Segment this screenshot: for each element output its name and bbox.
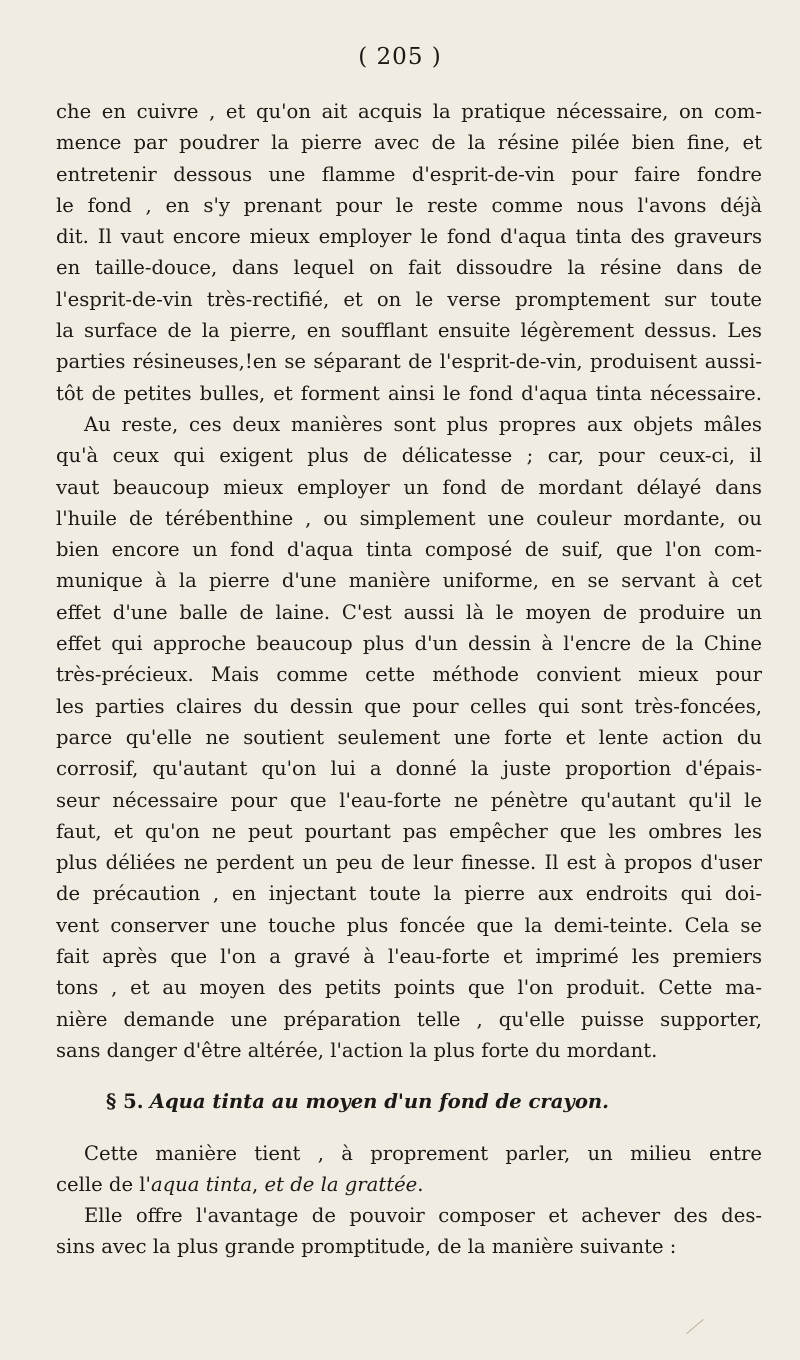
text-line: l'huile de térébenthine , ou simplement une couleur mordante, ou bbox=[56, 506, 762, 530]
text-line: bien encore un fond d'aqua tinta composé de suif, que l'on com- bbox=[56, 538, 762, 562]
text-line: la surface de la pierre, en soufflant ensuite légèrement dessus. Les bbox=[56, 319, 762, 343]
paragraph-2 bbox=[56, 409, 762, 1066]
text-line: les parties claires du dessin que pour celles qui sont très-foncées, bbox=[56, 694, 762, 718]
text-line: sans danger d'être altérée, l'action la plus forte du mordant. bbox=[56, 1038, 658, 1062]
page-body bbox=[56, 96, 762, 1263]
section-spacer bbox=[56, 1118, 762, 1138]
text-line: l'esprit-de-vin très-rectifié, et on le verse promptement sur toute bbox=[56, 287, 762, 311]
text-line: de précaution , en injectant toute la pierre aux endroits qui doi- bbox=[56, 882, 762, 906]
text-run: celle de l' bbox=[56, 1172, 151, 1196]
text-line: effet d'une balle de laine. C'est aussi là le moyen de produire un bbox=[56, 600, 762, 624]
text-line: le fond , en s'y prenant pour le reste comme nous l'avons déjà bbox=[56, 193, 762, 217]
text-line: très-précieux. Mais comme cette méthode convient mieux pour bbox=[56, 663, 762, 687]
text-line: fait après que l'on a gravé à l'eau-forte et imprimé les premiers bbox=[56, 945, 762, 969]
text-line: sins avec la plus grande promptitude, de la manière suivante : bbox=[56, 1235, 677, 1259]
text-line: parties résineuses,!en se séparant de l'esprit-de-vin, produisent aussi- bbox=[56, 350, 762, 374]
text-run: , bbox=[252, 1172, 265, 1196]
text-line: entretenir dessous une flamme d'esprit-de-vin pour faire fondre bbox=[56, 162, 762, 186]
section-heading bbox=[56, 1086, 762, 1117]
paragraph-4 bbox=[56, 1200, 762, 1263]
text-line: vent conserver une touche plus foncée que la demi-teinte. Cela se bbox=[56, 913, 762, 937]
italic-term: aqua tinta bbox=[150, 1172, 253, 1196]
paper-mark bbox=[686, 1319, 703, 1334]
text-line: plus déliées ne perdent un peu de leur finesse. Il est à propos d'user bbox=[56, 851, 762, 875]
text-line: faut, et qu'on ne peut pourtant pas empêcher que les ombres les bbox=[56, 819, 762, 843]
text-line: Elle offre l'avantage de pouvoir composer et achever des des- bbox=[84, 1204, 762, 1228]
text-line: munique à la pierre d'une manière uniforme, en se servant à cet bbox=[56, 569, 762, 593]
text-line: seur nécessaire pour que l'eau-forte ne pénètre qu'autant qu'il le bbox=[56, 788, 762, 812]
text-line: Cette manière tient , à proprement parler, un milieu entre bbox=[84, 1141, 762, 1165]
text-line: qu'à ceux qui exigent plus de délicatesse ; car, pour ceux-ci, il bbox=[56, 444, 762, 468]
text-line: tôt de petites bulles, et forment ainsi le fond d'aqua tinta nécessaire. bbox=[56, 381, 762, 405]
text-line: mence par poudrer la pierre avec de la résine pilée bien fine, et bbox=[56, 131, 762, 155]
text-run: . bbox=[417, 1172, 424, 1196]
paragraph-1 bbox=[56, 96, 762, 409]
text-line: tons , et au moyen des petits points que l'on produit. Cette ma- bbox=[56, 976, 762, 1000]
page-number: ( 205 ) bbox=[358, 44, 442, 70]
text-line: parce qu'elle ne soutient seulement une forte et lente action du bbox=[56, 725, 762, 749]
text-line: dit. Il vaut encore mieux employer le fond d'aqua tinta des graveurs bbox=[56, 225, 762, 249]
section-spacer bbox=[56, 1066, 762, 1086]
text-line: en taille-douce, dans lequel on fait dissoudre la résine dans de bbox=[56, 256, 762, 280]
text-line: nière demande une préparation telle , qu'elle puisse supporter, bbox=[56, 1007, 762, 1031]
italic-term: et de la grattée bbox=[264, 1172, 418, 1196]
text-line: corrosif, qu'autant qu'on lui a donné la juste proportion d'épais- bbox=[56, 757, 762, 781]
text-line: Au reste, ces deux manières sont plus propres aux objets mâles bbox=[84, 412, 762, 436]
section-number: § 5. bbox=[106, 1090, 144, 1114]
text-line: vaut beaucoup mieux employer un fond de mordant délayé dans bbox=[56, 475, 762, 499]
text-line: effet qui approche beaucoup plus d'un dessin à l'encre de la Chine bbox=[56, 632, 762, 656]
text-line: che en cuivre , et qu'on ait acquis la pratique nécessaire, on com- bbox=[56, 100, 762, 123]
section-title: Aqua tinta au moyen d'un fond de crayon. bbox=[149, 1090, 609, 1114]
text-line bbox=[56, 1169, 762, 1200]
paragraph-3 bbox=[56, 1138, 762, 1201]
